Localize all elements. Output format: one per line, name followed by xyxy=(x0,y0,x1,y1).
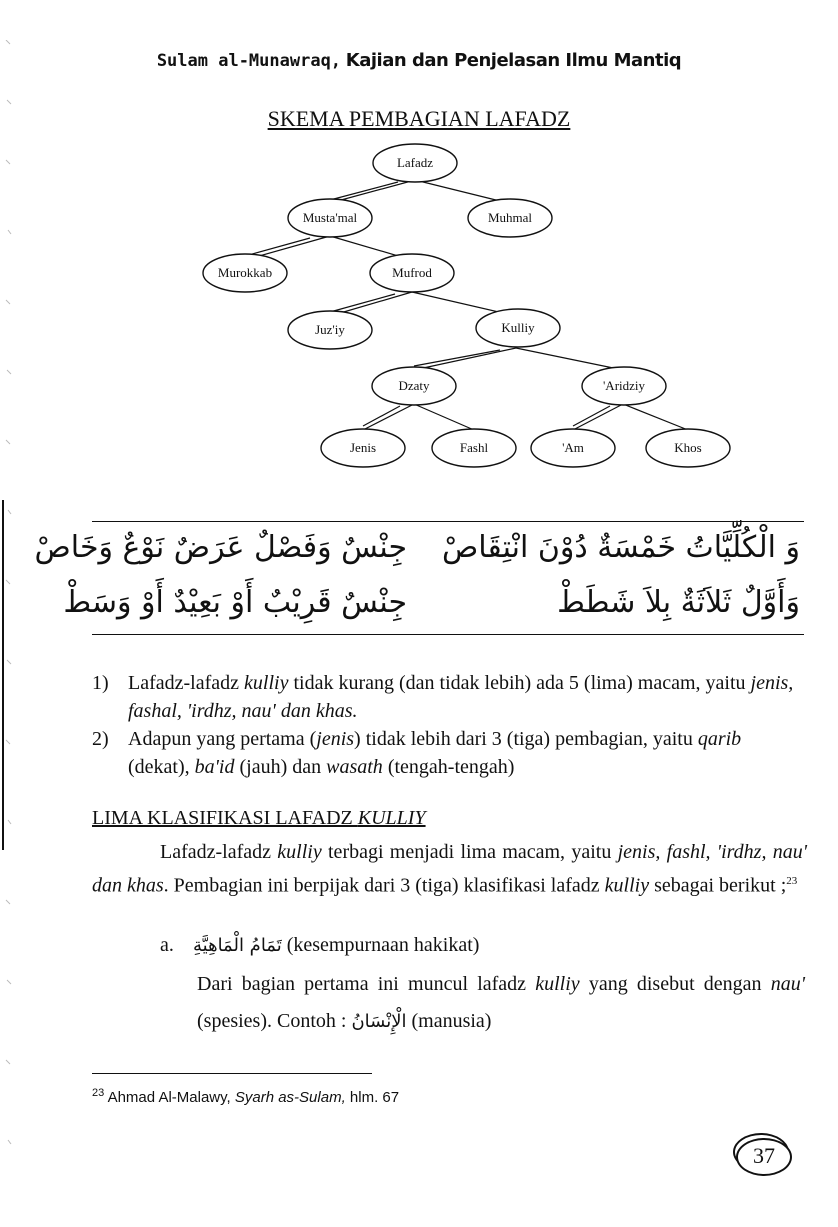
node-label-fashl: Fashl xyxy=(459,440,489,455)
para-term: kulliy xyxy=(604,874,650,897)
sub-item-arabic: تَمَامُ الْمَاهِيَّةِ xyxy=(193,935,282,956)
para-text: sebagai berikut ; xyxy=(649,874,787,897)
list-item-number: 2) xyxy=(92,728,109,750)
sub-para-text: Dari bagian pertama ini muncul lafadz xyxy=(197,973,536,995)
list-text: tidak kurang (dan tidak lebih) ada 5 (lima) macam, yaitu xyxy=(288,672,751,694)
lafadz-division-tree xyxy=(0,140,838,475)
list-item xyxy=(92,725,807,781)
node-label-am: 'Am xyxy=(562,440,584,455)
list-term: qarib xyxy=(697,728,742,750)
node-label-mustamal: Musta'mal xyxy=(302,210,358,225)
list-text: (tengah-tengah) xyxy=(382,756,515,778)
node-label-dzaty: Dzaty xyxy=(398,378,430,393)
node-label-kulliy: Kulliy xyxy=(501,320,535,335)
sub-para-term: kulliy xyxy=(535,973,580,995)
sub-item-a xyxy=(160,930,805,961)
section-paragraph xyxy=(92,838,807,901)
node-label-juziy: Juz'iy xyxy=(315,322,345,337)
node-label-lafadz: Lafadz xyxy=(396,155,434,170)
scheme-title: SKEMA PEMBAGIAN LAFADZ xyxy=(267,106,571,131)
sub-para-text: yang disebut dengan xyxy=(579,973,771,995)
poem-line1-right: وَ الْكُلِّيَّاتُ خَمْسَةٌ دُوْنَ انْتِقَاصْ xyxy=(442,530,800,565)
list-text: ) tidak lebih dari 3 (tiga) pembagian, yaitu xyxy=(354,728,698,750)
section-title-text: LIMA KLASIFIKASI LAFADZ xyxy=(92,807,358,829)
footnote xyxy=(92,1087,399,1106)
section-title-term: KULLIY xyxy=(357,807,426,829)
sub-para-text: (manusia) xyxy=(406,1010,492,1032)
list-term: ba'id xyxy=(194,756,235,778)
page-number-badge xyxy=(733,1133,789,1177)
list-text: (jauh) dan xyxy=(234,756,327,778)
poem-line2-left: جِنْسٌ قَرِيْبٌ أَوْ بَعِيْدٌ أَوْ وَسَطْ xyxy=(63,585,407,620)
footnote-ref: 23 xyxy=(786,875,798,887)
footnote-number: 23 xyxy=(92,1087,105,1099)
list-text: (dekat), xyxy=(128,756,195,778)
page-number: 37 xyxy=(753,1143,775,1168)
footnote-text: hlm. 67 xyxy=(345,1089,400,1106)
node-label-khos: Khos xyxy=(674,440,702,455)
node-label-murokkab: Murokkab xyxy=(217,265,273,280)
node-label-jenis: Jenis xyxy=(350,440,376,455)
list-text: Lafadz-lafadz xyxy=(128,672,245,694)
footnote-text: Ahmad Al-Malawy, xyxy=(104,1089,235,1106)
poem-line1-left: جِنْسٌ وَفَصْلٌ عَرَضٌ نَوْعٌ وَخَاصْ xyxy=(34,530,407,565)
poem-line2-right: وَأَوَّلٌ ثَلاَثَةٌ بِلاَ شَطَطْ xyxy=(557,585,800,620)
list-term: jenis, fashal, 'irdhz, nau' dan khas. xyxy=(128,672,794,722)
node-label-mufrod: Mufrod xyxy=(392,265,432,280)
list-term: kulliy xyxy=(244,672,289,694)
running-header xyxy=(0,50,838,72)
footnote-rule xyxy=(92,1073,372,1074)
node-label-muhmal: Muhmal xyxy=(487,210,533,225)
para-text: Lafadz-lafadz xyxy=(160,841,278,863)
section-title xyxy=(92,807,426,830)
footnote-title: Syarh as-Sulam, xyxy=(234,1089,346,1106)
sub-para-arabic: الْإِنْسَانُ xyxy=(351,1011,407,1032)
list-term: wasath xyxy=(326,756,383,778)
list-item-number: 1) xyxy=(92,672,109,694)
header-subtitle: Kajian dan Penjelasan Ilmu Mantiq xyxy=(345,50,682,71)
para-term: jenis, fashl, 'irdhz, nau' dan khas xyxy=(92,841,808,897)
sub-item-a-paragraph xyxy=(197,966,805,1040)
para-term: kulliy xyxy=(277,841,322,863)
para-text: terbagi menjadi lima macam, yaitu xyxy=(321,841,618,863)
sub-para-text: (spesies). Contoh : xyxy=(197,1010,352,1032)
poem-bottom-rule xyxy=(92,634,804,635)
explanation-list xyxy=(92,669,807,781)
list-text: Adapun yang pertama ( xyxy=(128,728,317,750)
sub-para-term: nau' xyxy=(770,973,806,995)
sub-item-text: (kesempurnaan hakikat) xyxy=(281,934,480,956)
node-label-aridziy: 'Aridziy xyxy=(602,378,646,393)
para-text: . Pembagian ini berpijak dari 3 (tiga) klasifikasi lafadz xyxy=(163,874,605,897)
list-term: jenis xyxy=(316,728,355,750)
poem-top-rule xyxy=(92,521,804,522)
list-item xyxy=(92,669,807,725)
sub-item-label: a. xyxy=(160,934,174,956)
header-book-title: Sulam al-Munawraq, xyxy=(156,51,342,71)
